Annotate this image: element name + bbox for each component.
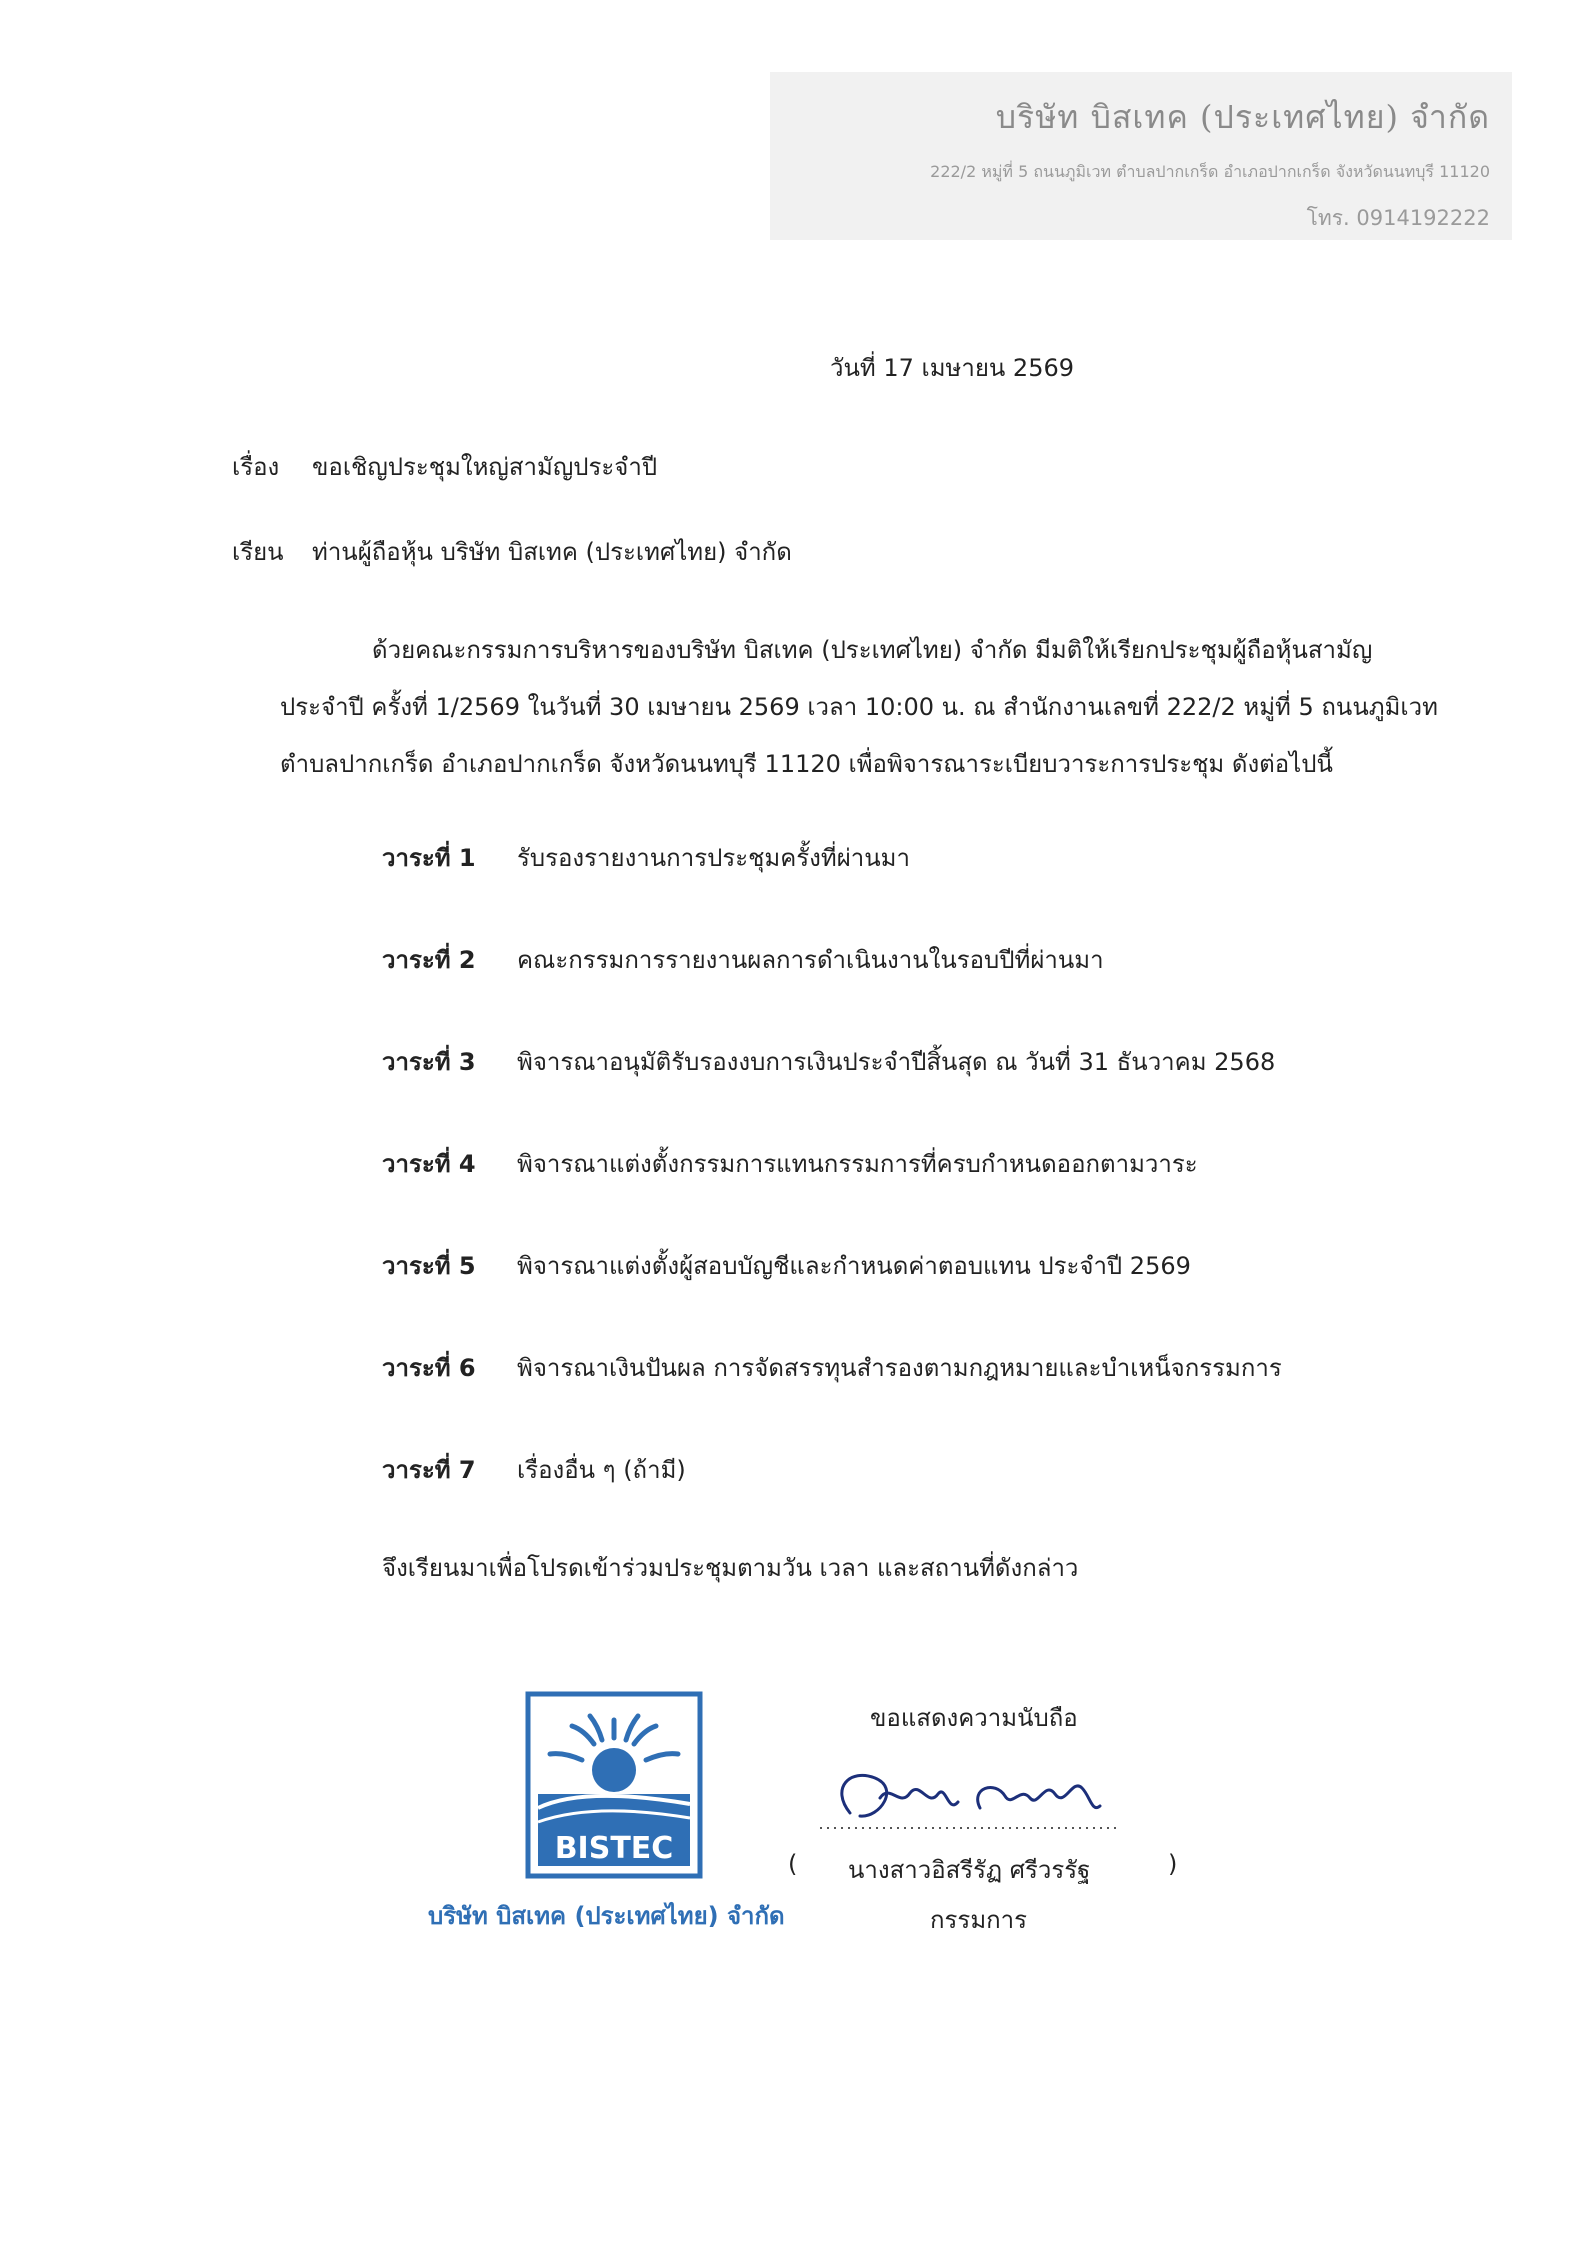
recipient-label: เรียน xyxy=(232,538,284,566)
signature-open-paren: ( xyxy=(788,1850,798,1878)
company-address: 222/2 หมู่ที่ 5 ถนนภูมิเวท ตำบลปากเกร็ด อำเภอปากเกร็ด จังหวัดนนทบุรี 11120 xyxy=(930,162,1490,181)
company-stamp-logo xyxy=(524,1690,704,1880)
agenda-number: วาระที่ 6 xyxy=(382,1354,476,1382)
agenda-item xyxy=(382,1144,1482,1246)
regards-text: ขอแสดงความนับถือ xyxy=(870,1704,1078,1732)
stamp-logo-text: BISTEC xyxy=(554,1831,674,1866)
agenda-number: วาระที่ 5 xyxy=(382,1252,476,1280)
agenda-text: พิจารณาแต่งตั้งกรรมการแทนกรรมการที่ครบกำหนดออกตามวาระ xyxy=(517,1150,1198,1178)
agenda-number: วาระที่ 4 xyxy=(382,1150,476,1178)
subject-text: ขอเชิญประชุมใหญ่สามัญประจำปี xyxy=(312,453,658,481)
agenda-text: พิจารณาแต่งตั้งผู้สอบบัญชีและกำหนดค่าตอบแทน ประจำปี 2569 xyxy=(517,1252,1191,1280)
closing-line: จึงเรียนมาเพื่อโปรดเข้าร่วมประชุมตามวัน เวลา และสถานที่ดังกล่าว xyxy=(382,1554,1079,1582)
body-line-1: ด้วยคณะกรรมการบริหารของบริษัท บิสเทค (ประเทศไทย) จำกัด มีมติให้เรียกประชุมผู้ถือหุ้นสามัญ xyxy=(372,636,1373,664)
body-line-3: ตำบลปากเกร็ด อำเภอปากเกร็ด จังหวัดนนทบุรี 11120 เพื่อพิจารณาระเบียบวาระการประชุม ดังต่อไปนี้ xyxy=(280,750,1333,778)
agenda-number: วาระที่ 3 xyxy=(382,1048,476,1076)
signature-close-paren: ) xyxy=(1168,1850,1178,1878)
handwritten-signature xyxy=(820,1758,1120,1838)
agenda-item xyxy=(382,1450,1482,1552)
agenda-item xyxy=(382,1246,1482,1348)
recipient-line xyxy=(232,532,792,571)
signatory-title: กรรมการ xyxy=(930,1906,1028,1934)
agenda-item xyxy=(382,940,1482,1042)
agenda-text: รับรองรายงานการประชุมครั้งที่ผ่านมา xyxy=(517,844,910,872)
stamp-caption: บริษัท บิสเทค (ประเทศไทย) จำกัด xyxy=(428,1902,785,1930)
agenda-text: พิจารณาอนุมัติรับรองงบการเงินประจำปีสิ้นสุด ณ วันที่ 31 ธันวาคม 2568 xyxy=(517,1048,1276,1076)
subject-line xyxy=(232,447,657,486)
body-line-2: ประจำปี ครั้งที่ 1/2569 ในวันที่ 30 เมษายน 2569 เวลา 10:00 น. ณ สำนักงานเลขที่ 222/2 หมู่ที่ 5 ถนนภูมิเวท xyxy=(280,693,1438,721)
subject-label: เรื่อง xyxy=(232,453,280,481)
agenda-item xyxy=(382,1042,1482,1144)
agenda-text: เรื่องอื่น ๆ (ถ้ามี) xyxy=(517,1456,686,1484)
letterhead xyxy=(770,72,1512,240)
agenda-number: วาระที่ 7 xyxy=(382,1456,476,1484)
letter-date: วันที่ 17 เมษายน 2569 xyxy=(830,354,1074,382)
signatory-name: นางสาวอิสรีรัฏ ศรีวรรัฐ xyxy=(848,1856,1091,1884)
company-name: บริษัท บิสเทค (ประเทศไทย) จำกัด xyxy=(995,98,1490,136)
company-phone: โทร. 0914192222 xyxy=(1306,206,1490,230)
recipient-text: ท่านผู้ถือหุ้น บริษัท บิสเทค (ประเทศไทย) จำกัด xyxy=(312,538,792,566)
agenda-text: คณะกรรมการรายงานผลการดำเนินงานในรอบปีที่ผ่านมา xyxy=(517,946,1104,974)
agenda-number: วาระที่ 2 xyxy=(382,946,476,974)
agenda-item xyxy=(382,1348,1482,1450)
agenda-list xyxy=(382,838,1482,1552)
agenda-item xyxy=(382,838,1482,940)
agenda-text: พิจารณาเงินปันผล การจัดสรรทุนสำรองตามกฎหมายและบำเหน็จกรรมการ xyxy=(517,1354,1282,1382)
agenda-number: วาระที่ 1 xyxy=(382,844,476,872)
